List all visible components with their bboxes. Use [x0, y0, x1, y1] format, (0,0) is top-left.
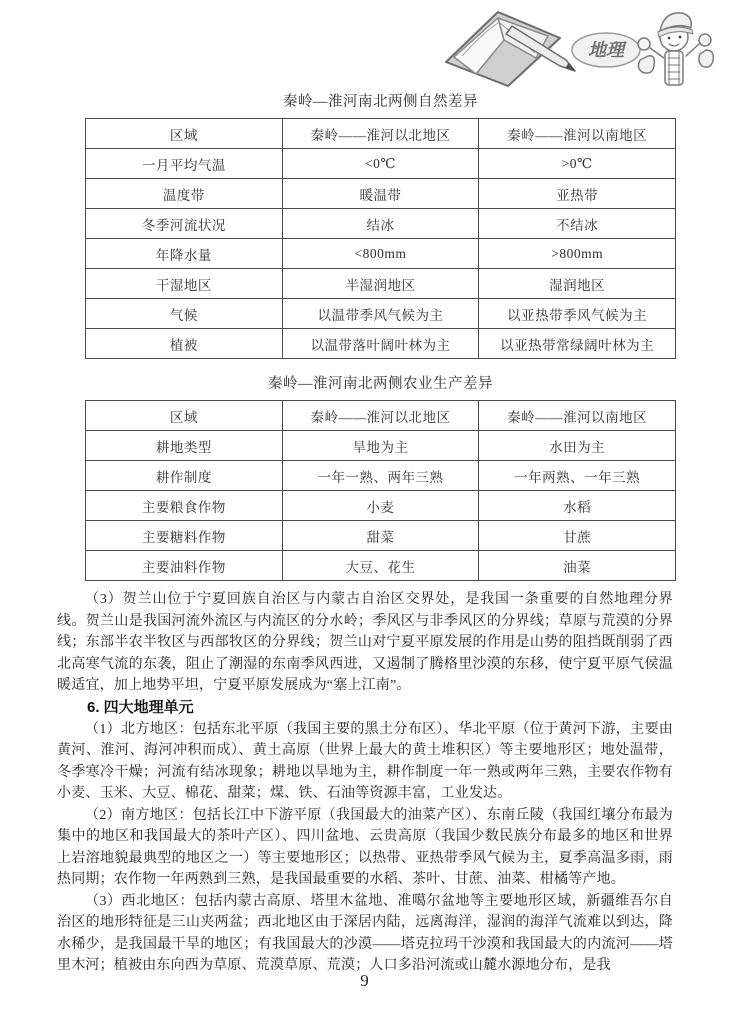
body-text [57, 589, 673, 977]
table-row [86, 431, 676, 461]
student-mascot-icon [638, 13, 713, 85]
nature-difference-table [85, 118, 676, 359]
table-row [86, 299, 676, 329]
table-cell: 以亚热带常绿阔叶林为主 [479, 329, 676, 359]
table-row [86, 329, 676, 359]
table-cell: 水稻 [479, 491, 676, 521]
column-header: 区域 [86, 119, 283, 149]
table-header-row [86, 119, 676, 149]
table-row [86, 461, 676, 491]
table-cell: 干湿地区 [86, 269, 283, 299]
document-body [57, 90, 673, 977]
table-cell: >0℃ [479, 149, 676, 179]
table-cell: 耕作制度 [86, 461, 283, 491]
table-cell: 亚热带 [479, 179, 676, 209]
agriculture-difference-table [85, 400, 676, 581]
table-row [86, 551, 676, 581]
table-cell: 半湿润地区 [282, 269, 479, 299]
table-cell: 温度带 [86, 179, 283, 209]
page-number: 9 [360, 971, 369, 990]
table-cell: 植被 [86, 329, 283, 359]
table-cell: 气候 [86, 299, 283, 329]
table-header-row [86, 401, 676, 431]
paragraph-south-region: （2）南方地区：包括长江中下游平原（我国最大的油菜产区）、东南丘陵（我国红壤分布最为集中的地区和我国最大的茶叶产区）、四川盆地、云贵高原（我国少数民族分布最多的地区和世界上岩溶地貌最典型的地区之一）等主要地形区；以热带、亚热带季风气候为主，夏季高温多雨，雨热同期；农作物一年两熟到三熟，是我国最重要的水稻、茶叶、甘蔗、油菜、柑橘等产地。 [57, 807, 673, 887]
table-row [86, 179, 676, 209]
table-cell: 油菜 [479, 551, 676, 581]
column-header: 区域 [86, 401, 283, 431]
header-illustration [438, 0, 723, 95]
table-cell: 结冰 [282, 209, 479, 239]
table-cell: 水田为主 [479, 431, 676, 461]
table-cell: 以温带落叶阔叶林为主 [282, 329, 479, 359]
column-header: 秦岭——淮河以北地区 [282, 401, 479, 431]
geography-badge [572, 33, 640, 67]
table-cell: 旱地为主 [282, 431, 479, 461]
table-cell: 湿润地区 [479, 269, 676, 299]
table-cell: 耕地类型 [86, 431, 283, 461]
table-row [86, 269, 676, 299]
table-cell: 一年两熟、一年三熟 [479, 461, 676, 491]
agriculture-difference-table-title: 秦岭—淮河南北两侧农业生产差异 [268, 376, 493, 392]
table-row [86, 149, 676, 179]
column-header: 秦岭——淮河以南地区 [479, 119, 676, 149]
table-cell: 以温带季风气候为主 [282, 299, 479, 329]
table-cell: 主要油料作物 [86, 551, 283, 581]
table-cell: 主要粮食作物 [86, 491, 283, 521]
table-cell: 年降水量 [86, 239, 283, 269]
table-cell: 一年一熟、两年三熟 [282, 461, 479, 491]
paragraph-north-region: （1）北方地区：包括东北平原（我国主要的黑土分布区）、华北平原（位于黄河下游，主要由黄河、淮河、海河冲积而成）、黄土高原（世界上最大的黄土堆积区）等主要地形区；地处温带，冬季寒冷干燥；河流有结冰现象；耕地以旱地为主，耕作制度一年一熟或两年三熟，主要农作物有小麦、玉米、大豆、棉花、甜菜；煤、铁、石油等资源丰富，工业发达。 [57, 721, 673, 801]
table-row [86, 491, 676, 521]
paragraph-northwest-region: （3）西北地区：包括内蒙古高原、塔里木盆地、准噶尔盆地等主要地形区域，新疆维吾尔自治区的地形特征是三山夹两盆；西北地区由于深居内陆，远离海洋，湿润的海洋气流难以到达，降水稀少，是我国最干旱的地区；有我国最大的沙漠——塔克拉玛干沙漠和我国最大的内流河——塔里木河；植被由东向西为草原、荒漠草原、荒漠；人口多沿河流或山麓水源地分布，是我 [57, 893, 673, 973]
table-cell: 不结冰 [479, 209, 676, 239]
table-cell: 小麦 [282, 491, 479, 521]
open-book-pencil-icon [446, 12, 575, 86]
table-cell: <800mm [282, 239, 479, 269]
table-cell: 甜菜 [282, 521, 479, 551]
table-cell: 以亚热带季风气候为主 [479, 299, 676, 329]
table-cell: <0℃ [282, 149, 479, 179]
paragraph-helanshan: （3）贺兰山位于宁夏回族自治区与内蒙古自治区交界处，是我国一条重要的自然地理分界线。贺兰山是我国河流外流区与内流区的分水岭；季风区与非季风区的分界线；草原与荒漠的分界线；东部半农半牧区与西部牧区的分界线；贺兰山对宁夏平原发展的作用是山势的阻挡既削弱了西北高寒气流的东袭，阻止了潮湿的东南季风西进，又遏制了腾格里沙漠的东移，使宁夏平原气侯温暖适宜，加上地势平坦，宁夏平原发展成为“塞上江南”。 [57, 592, 673, 693]
table-cell: 冬季河流状况 [86, 209, 283, 239]
section-heading-four-regions: 6. 四大地理单元 [87, 698, 194, 716]
table-cell: 暖温带 [282, 179, 479, 209]
table-cell: 甘蔗 [479, 521, 676, 551]
table-cell: 一月平均气温 [86, 149, 283, 179]
table-cell: 主要糖料作物 [86, 521, 283, 551]
table-cell: >800mm [479, 239, 676, 269]
geography-badge-label: 地理 [588, 40, 624, 60]
table-row [86, 209, 676, 239]
column-header: 秦岭——淮河以南地区 [479, 401, 676, 431]
table-row [86, 239, 676, 269]
table-row [86, 521, 676, 551]
nature-difference-table-title: 秦岭—淮河南北两侧自然差异 [283, 94, 478, 110]
table-cell: 大豆、花生 [282, 551, 479, 581]
column-header: 秦岭——淮河以北地区 [282, 119, 479, 149]
